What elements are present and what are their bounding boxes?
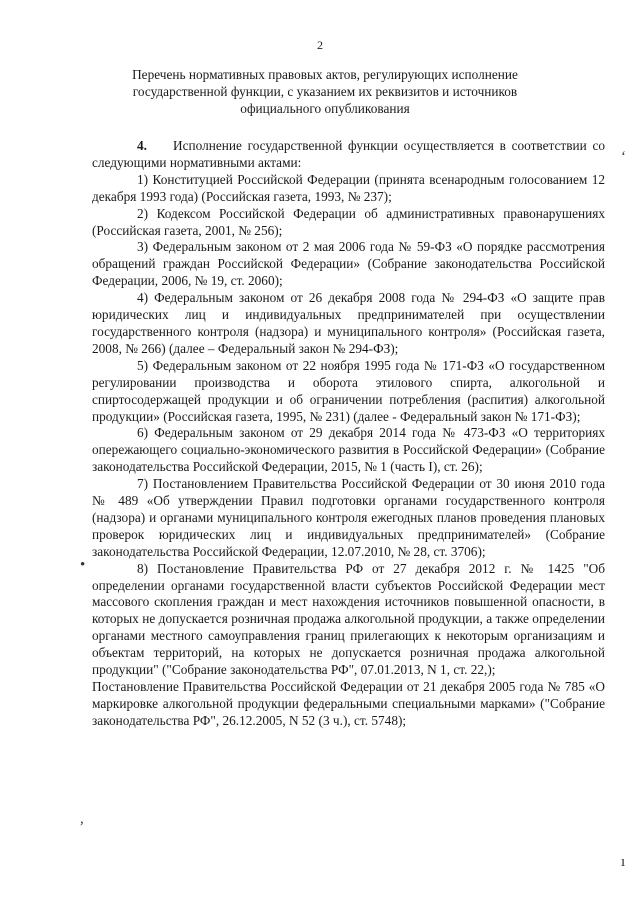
list-item: 3) Федеральным законом от 2 мая 2006 года № 59-ФЗ «О порядке рассмотрения обращений граждан Российской Федерации» (Собрание законодательства Российской Федерации, 2006, № 19, ст. 2060);	[92, 239, 605, 289]
list-item: 4) Федеральным законом от 26 декабря 2008 года № 294-ФЗ «О защите прав юридических лиц и индивидуальных предпринимателей при осуществлении государственного контроля (надзора) и муниципального контроля» (Российская газета, 2008, № 266) (далее – Федеральный закон № 294-ФЗ);	[92, 290, 605, 356]
list-item: 7) Постановлением Правительства Российской Федерации от 30 июня 2010 года № 489 «Об утверждении Правил подготовки органами государственного контроля (надзора) и органами муниципального контроля ежегодных планов проведения плановых проверок юридических лиц и индивидуальных предпринимателей» (Собрание законодательства Российской Федерации, 12.07.2010, № 28, ст. 3706);	[92, 476, 605, 559]
intro-text: Исполнение государственной функции осуществляется в соответствии со следующими нормативными актами:	[92, 138, 605, 170]
list-item: 6) Федеральным законом от 29 декабря 2014 года № 473-ФЗ «О территориях опережающего социально-экономического развития в Российской Федерации» (Собрание законодательства Российской Федерации, 2015, № 1 (часть I), ст. 26);	[92, 425, 605, 475]
document-heading	[90, 66, 560, 117]
list-item: 8) Постановление Правительства РФ от 27 декабря 2012 г. № 1425 "Об определении органами государственной власти субъектов Российской Федерации мест массового скопления граждан и мест нахождения источников повышенной опасности, в которых не допускается розничная продажа алкогольной продукции, а также определении органами местного самоуправления границ прилегающих к некоторым организациям и объектам территорий, на которых не допускается розничная продажа алкогольной продукции" ("Собрание законодательства РФ", 07.01.2013, N 1, ст. 22,);	[92, 560, 605, 678]
heading-line: официального опубликования	[240, 101, 410, 116]
page-number: 2	[317, 38, 323, 52]
list-item: 2) Кодексом Российской Федерации об административных правонарушениях (Российская газета, 2001, № 256);	[92, 205, 605, 238]
margin-mark: ı	[621, 854, 626, 870]
section-number: 4.	[137, 138, 147, 153]
document-body	[92, 138, 605, 730]
tail-paragraph: Постановление Правительства Российской Федерации от 21 декабря 2005 года № 785 «О маркировке алкогольной продукции федеральными специальными марками» ("Собрание законодательства РФ", 26.12.2005, N 52 (3 ч.), ст. 5748);	[92, 679, 605, 728]
intro-paragraph	[92, 138, 605, 172]
heading-line: Перечень нормативных правовых актов, регулирующих исполнение	[132, 67, 518, 82]
margin-mark: ‘	[621, 149, 626, 165]
margin-mark: ,	[80, 811, 84, 827]
margin-mark: •	[80, 557, 86, 573]
list-item: 5) Федеральным законом от 22 ноября 1995 года № 171-ФЗ «О государственном регулировании производства и оборота этилового спирта, алкогольной и спиртосодержащей продукции и об ограничении потребления (распития) алкогольной продукции» (Российская газета, 1995, № 231) (далее - Федеральный закон № 171-ФЗ);	[92, 357, 605, 424]
list-item: 1) Конституцией Российской Федерации (принята всенародным голосованием 12 декабря 1993 года) (Российская газета, 1993, № 237);	[92, 171, 605, 204]
heading-line: государственной функции, с указанием их реквизитов и источников	[132, 84, 518, 99]
